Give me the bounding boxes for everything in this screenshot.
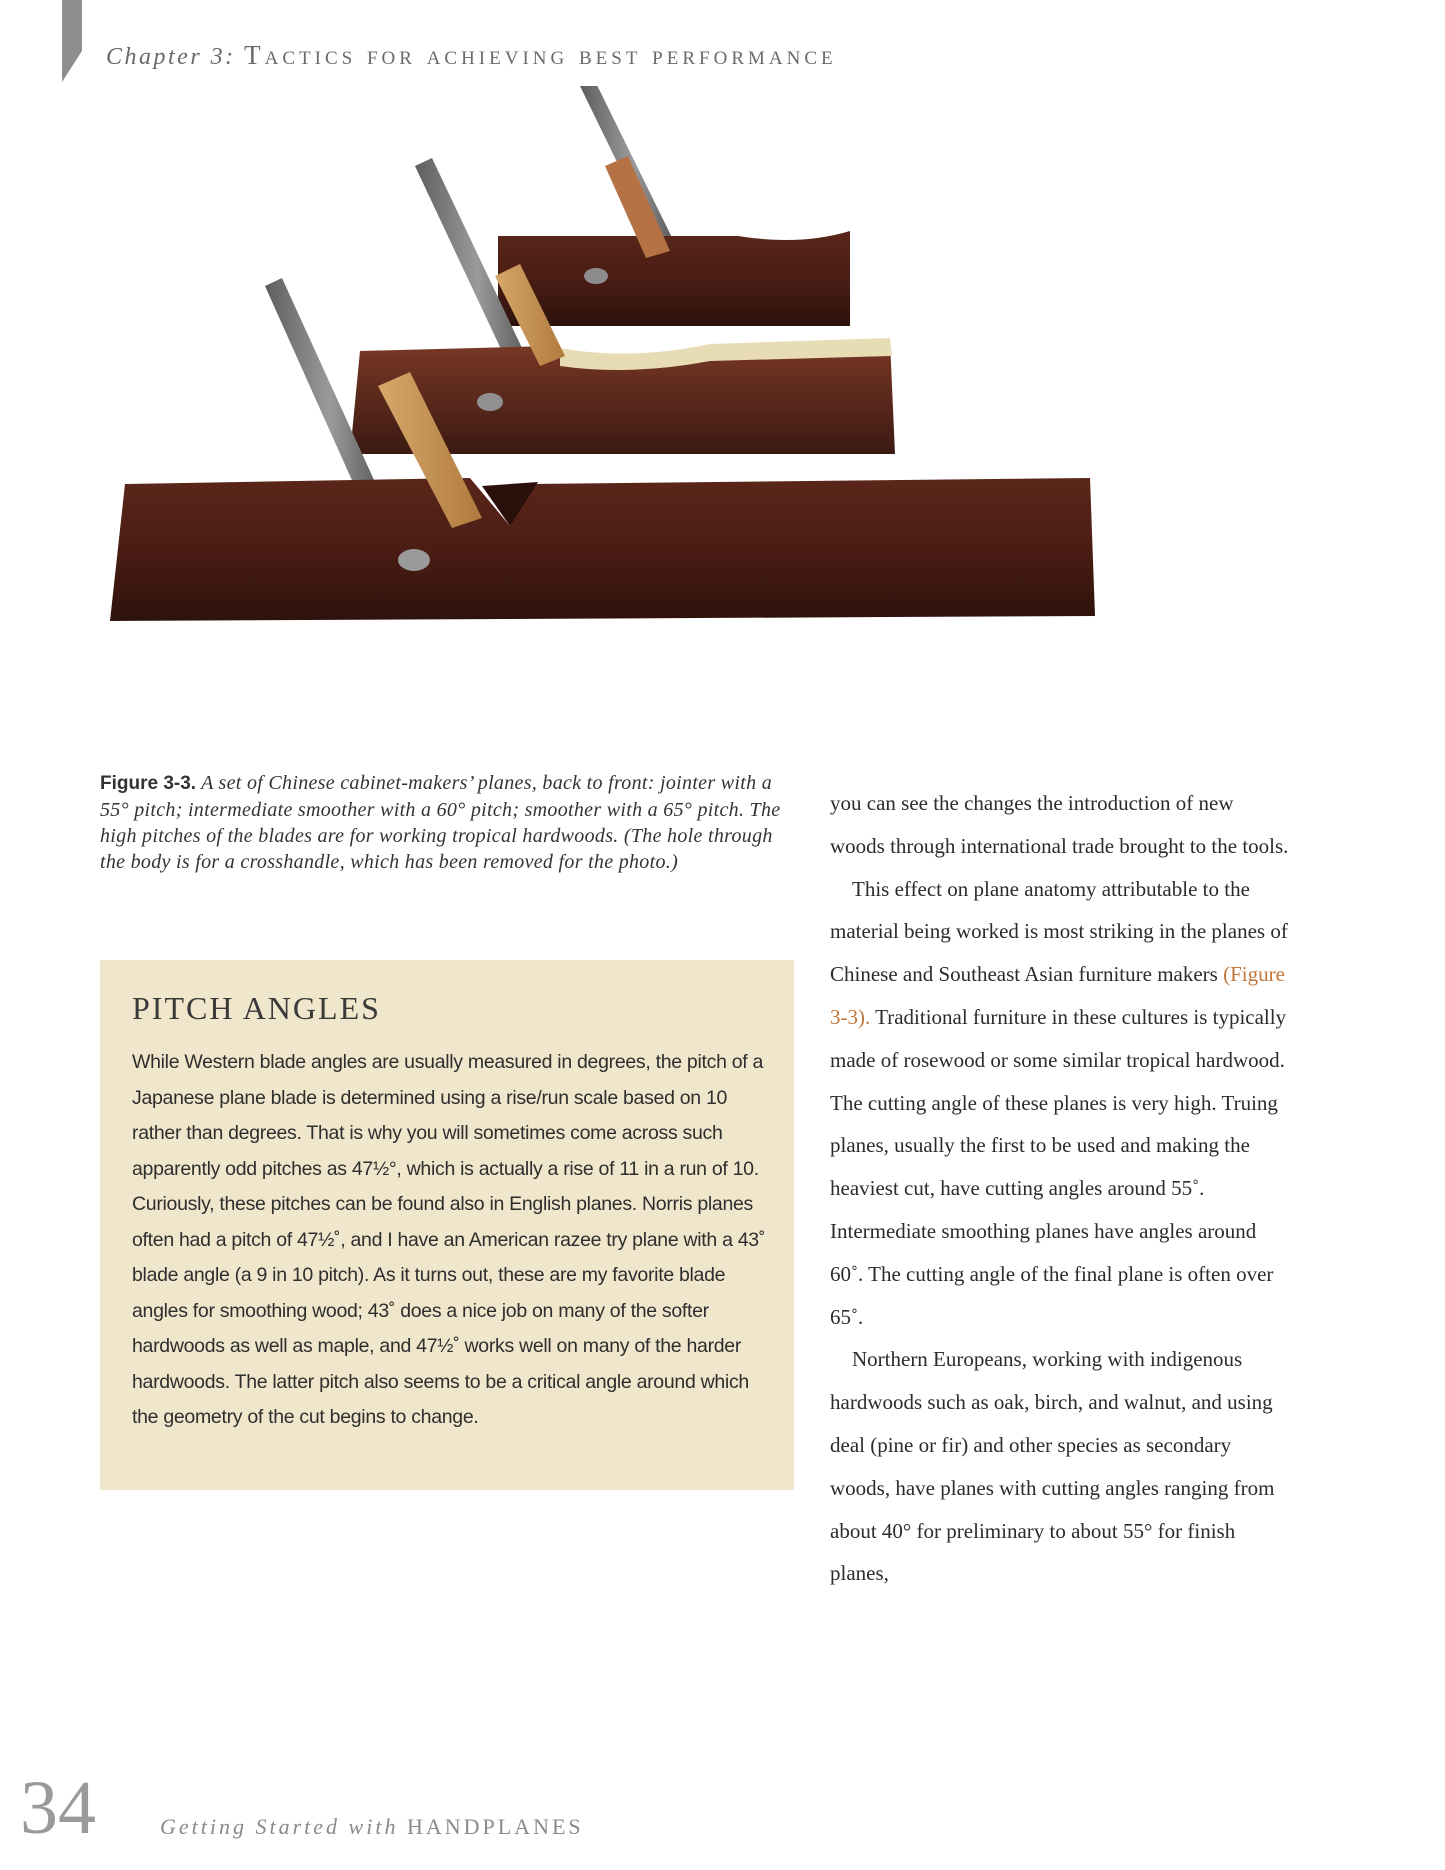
smoother-plane: [498, 86, 850, 326]
figure-label: Figure 3-3.: [100, 773, 197, 794]
body-paragraph-2-start: This effect on plane anatomy attributable to the material being worked is most striking in the planes of Chinese and Southeast Asian furniture makers: [830, 876, 1288, 987]
sidebar-body: While Western blade angles are usually measured in degrees, the pitch of a Japanese plane blade is determined using a rise/run scale based on 10 rather than degrees. That is why you will sometimes come across such apparently odd pitches as 47½°, which is actually a rise of 11 in a run of 10. Curiously, these pitches can be found also in English planes. Norris planes often had a pitch of 47½˚, and I have an American razee try plane with a 43˚ blade angle (a 9 in 10 pitch). As it turns out, these are my favorite blade angles for smoothing wood; 43˚ does a nice job on many of the softer hardwoods as well as maple, and 47½˚ works well on many of the harder hardwoods. The latter pitch also seems to be a critical angle around which the geometry of the cut begins to change.: [132, 1051, 766, 1428]
book-title-italic: Getting Started with: [160, 1814, 399, 1839]
figure-caption: [100, 770, 800, 875]
body-paragraph-2-end: Traditional furniture in these cultures is typically made of rosewood or some similar tropical hardwood. The cutting angle of these planes is very high. Truing planes, usually the first to be used and making the heaviest cut, have cutting angles around 55˚. Intermediate smoothing planes have angles around 60˚. The cutting angle of the final plane is often over 65˚.: [830, 1004, 1287, 1329]
body-text-column: [830, 782, 1290, 1595]
body-paragraph-2: [830, 868, 1290, 1339]
hand-planes-illustration: [110, 86, 1310, 746]
book-title-footer: [160, 1814, 584, 1840]
running-head: [106, 40, 837, 71]
sidebar-heading: PITCH ANGLES: [132, 990, 381, 1026]
body-paragraph-3: Northern Europeans, working with indigenous hardwoods such as oak, birch, and walnut, and using deal (pine or fir) and other species as secondary woods, have planes with cutting angles ranging from about 40° for preliminary to about 55° for finish planes,: [830, 1347, 1275, 1586]
chapter-tab-marker: [62, 0, 82, 82]
page-number: 34: [20, 1766, 96, 1850]
figure-caption-text: A set of Chinese cabinet-makers’ planes, back to front: jointer with a 55° pitch; intermediate smoother with a 60° pitch; smoother with a 65° pitch. The high pitches of the blades are for working tropical hardwoods. (The hole through the body is for a crosshandle, which has been removed for the photo.): [100, 772, 781, 873]
chapter-number: Chapter 3:: [106, 44, 236, 70]
figure-reference-link[interactable]: (Figure 3-3).: [830, 962, 1285, 1029]
figure-hand-planes-photo: [110, 86, 1310, 746]
chapter-title: Tactics for achieving best performance: [244, 40, 837, 70]
book-title-caps: HANDPLANES: [406, 1814, 584, 1839]
body-paragraph-1: you can see the changes the introduction of new woods through international trade brought to the tools.: [830, 791, 1289, 858]
pitch-angles-sidebar: [100, 960, 794, 1490]
